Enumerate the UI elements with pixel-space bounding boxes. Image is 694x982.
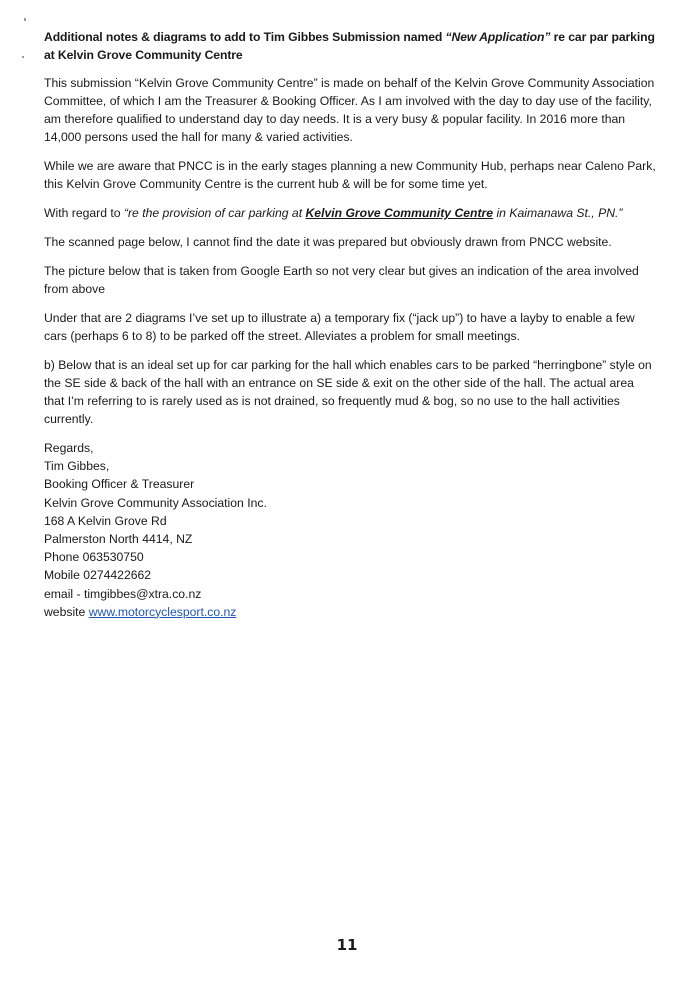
website-label: website [44,604,89,619]
website-link[interactable]: www.motorcyclesport.co.nz [88,604,237,619]
regard-quote-start: “re the provision of car parking at [123,206,306,220]
signature-block [44,439,656,621]
paragraph-submission-intro: This submission “Kelvin Grove Community Centre” is made on behalf of the Kelvin Grove Community Association Committee, of which I am the Treasurer & Booking Officer. As I am involved with the day to day use of the facility, am therefore qualified to understand day to day needs. It is a very busy & popular facility. In 2016 more than 14,000 persons used the hall for many & varied activities. [44,76,655,144]
paragraph-scanned-page: The scanned page below, I cannot find the date it was prepared but obviously drawn from PNCC website. [44,235,612,249]
signature-closing: Regards, [44,441,94,455]
scan-mark [22,56,24,58]
kelvin-grove-link[interactable]: Kelvin Grove Community Centre [305,206,494,220]
paragraph-google-earth: The picture below that is taken from Google Earth so not very clear but gives an indication of the area involved from above [44,264,639,296]
page-number: 11 [336,936,358,954]
paragraph-diagrams: Under that are 2 diagrams I’ve set up to illustrate a) a temporary fix (“jack up”) to have a layby to enable a few cars (perhaps 6 to 8) to be parked off the street. Alleviates a problem for small meetings. [44,311,635,343]
signature-address-line-2: Palmerston North 4414, NZ [44,532,193,547]
document-heading [44,28,656,64]
signature-address-line-1: 168 A Kelvin Grove Rd [44,513,167,528]
paragraph-herringbone: b) Below that is an ideal set up for car parking for the hall which enables cars to be parked “herringbone” style on the SE side & back of the hall with an entrance on SE side & exit on the other side of the hall. The actual area that I’m referring to is rarely used as is not drained, so frequently mud & bog, so no use to the hall activities currently. [44,358,652,426]
scan-mark [24,18,26,21]
document-page [44,28,656,621]
paragraph-regard [44,204,656,222]
signature-email: email - timgibbes@xtra.co.nz [44,586,202,601]
signature-mobile: Mobile 0274422662 [44,568,152,583]
signature-phone: Phone 063530750 [44,550,144,565]
signature-name: Tim Gibbes, [44,459,110,474]
regard-quote-end: in Kaimanawa St., PN.” [493,206,623,220]
signature-website [44,603,656,621]
heading-italic-title: “New Application” [445,30,551,44]
paragraph-community-hub: While we are aware that PNCC is in the early stages planning a new Community Hub, perhaps near Caleno Park, this Kelvin Grove Community Centre is the current hub & will be for some time yet. [44,159,656,191]
signature-org: Kelvin Grove Community Association Inc. [44,495,267,510]
regard-lead: With regard to [44,206,124,220]
heading-suffix: re car par parking at Kelvin Grove Community Centre [44,30,655,62]
signature-role: Booking Officer & Treasurer [44,477,195,492]
heading-prefix: Additional notes & diagrams to add to Tim Gibbes Submission named [44,30,446,44]
